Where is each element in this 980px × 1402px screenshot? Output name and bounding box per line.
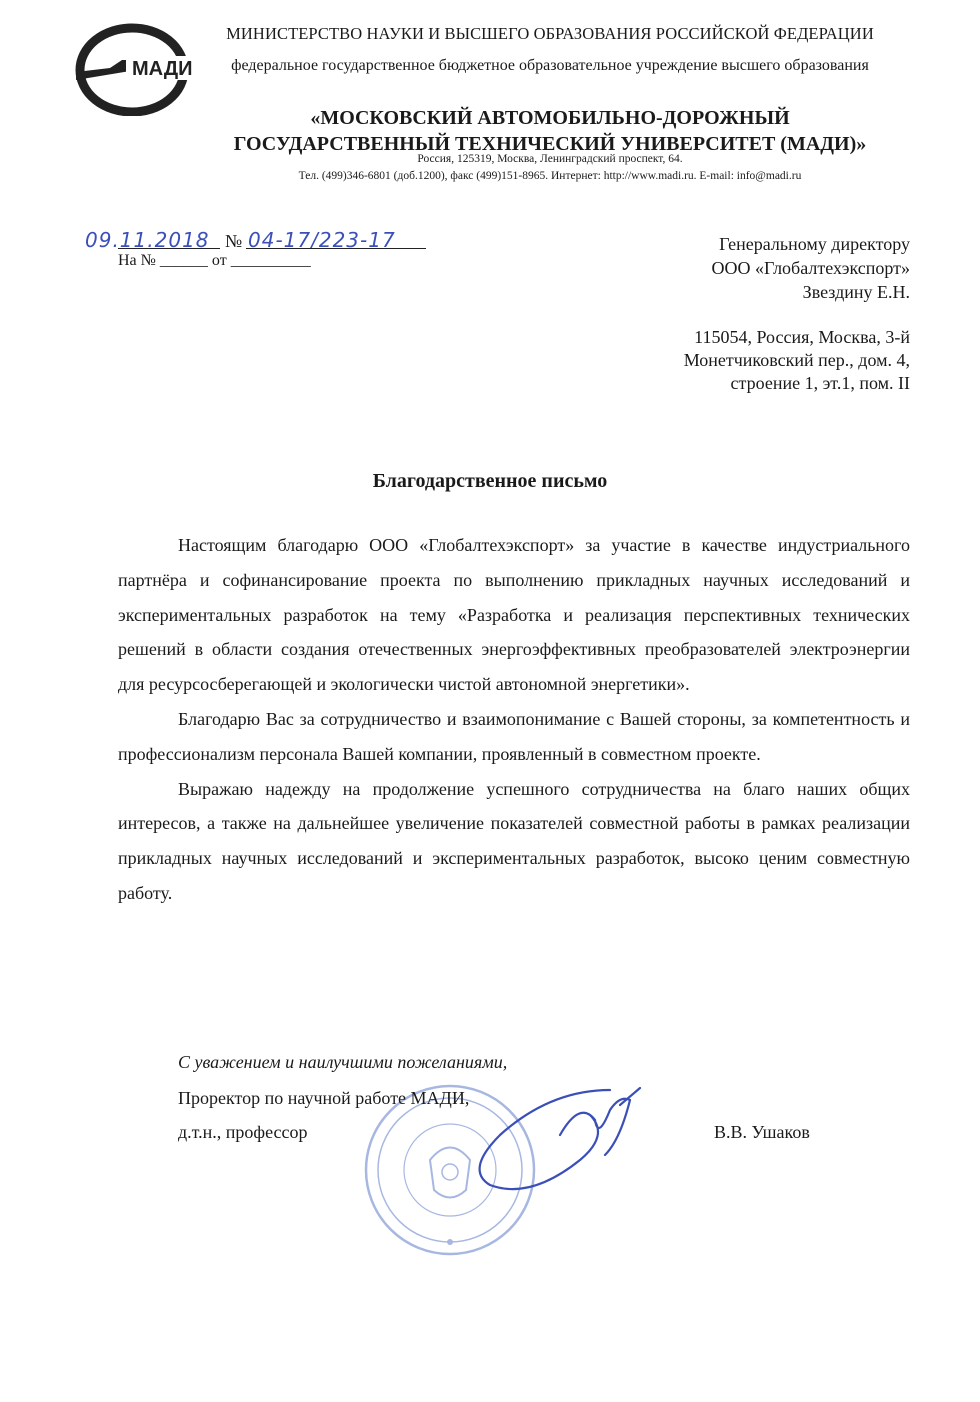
institution-type: федеральное государственное бюджетное образовательное учреждение высшего образования [231,57,869,74]
outgoing-number-label: № [225,231,243,251]
addressee-line: Звездину Е.Н. [802,282,910,302]
addressee-block [490,232,910,304]
signer-position: Проректор по научной работе МАДИ, [178,1088,470,1108]
address-line: 115054, Россия, Москва, 3-й [694,327,910,347]
university-address: Россия, 125319, Москва, Ленинградский проспект, 64. [417,153,683,165]
letter-title: Благодарственное письмо [372,470,608,492]
signer-degree: д.т.н., профессор [178,1122,308,1142]
madi-logo [70,20,200,116]
signer-name: В.В. Ушаков [714,1122,810,1142]
university-contacts: Тел. (499)346-6801 (доб.1200), факс (499)151-8965. Интернет: http://www.madi.ru. E-mail: info@madi.ru [298,170,802,182]
reference-line: На № ______ от __________ [118,252,311,269]
address-line: Монетчиковский пер., дом. 4, [683,350,910,370]
outgoing-date: 09.11.2018 [85,228,210,252]
body-paragraph: Выражаю надежду на продолжение успешного сотрудничества на благо наших общих интересов, а также на дальнейшее увеличение показателей совместной работы в рамках реализации прикладных научных исследований и экспериментальных разработок, высоко ценим совместную работу. [118,778,910,903]
number-underline [246,248,426,249]
addressee-address [490,326,910,395]
handwritten-signature [470,1080,660,1210]
body-paragraph: Благодарю Вас за сотрудничество и взаимопонимание с Вашей стороны, за компетентность и профессионализм персонала Вашей компании, проявленный в совместном проекте. [118,708,910,764]
closing-phrase: С уважением и наилучшими пожеланиями, [178,1052,508,1072]
ministry-line: МИНИСТЕРСТВО НАУКИ И ВЫСШЕГО ОБРАЗОВАНИЯ РОССИЙСКОЙ ФЕДЕРАЦИИ [226,24,874,43]
date-underline [118,248,220,249]
letter-body [118,528,910,911]
logo-text: МАДИ [132,58,193,80]
addressee-line: ООО «Глобалтехэкспорт» [711,258,910,278]
body-paragraph: Настоящим благодарю ООО «Глобалтехэкспорт» за участие в качестве индустриального партнёра и софинансирование проекта по выполнению прикладных научных исследований и экспериментальных разработок на тему «Разработка и реализация перспективных технических решений в области создания отечественных энергоэффективных преобразователей электроэнергии для ресурсосберегающей и экологически чистой автономной энергетики». [118,535,910,695]
university-name: «МОСКОВСКИЙ АВТОМОБИЛЬНО-ДОРОЖНЫЙ ГОСУДАРСТВЕННЫЙ ТЕХНИЧЕСКИЙ УНИВЕРСИТЕТ (МАДИ)» [233,107,867,155]
addressee-line: Генеральному директору [719,234,910,254]
outgoing-number: 04-17/223-17 [248,228,396,252]
address-line: строение 1, эт.1, пом. II [730,373,910,393]
